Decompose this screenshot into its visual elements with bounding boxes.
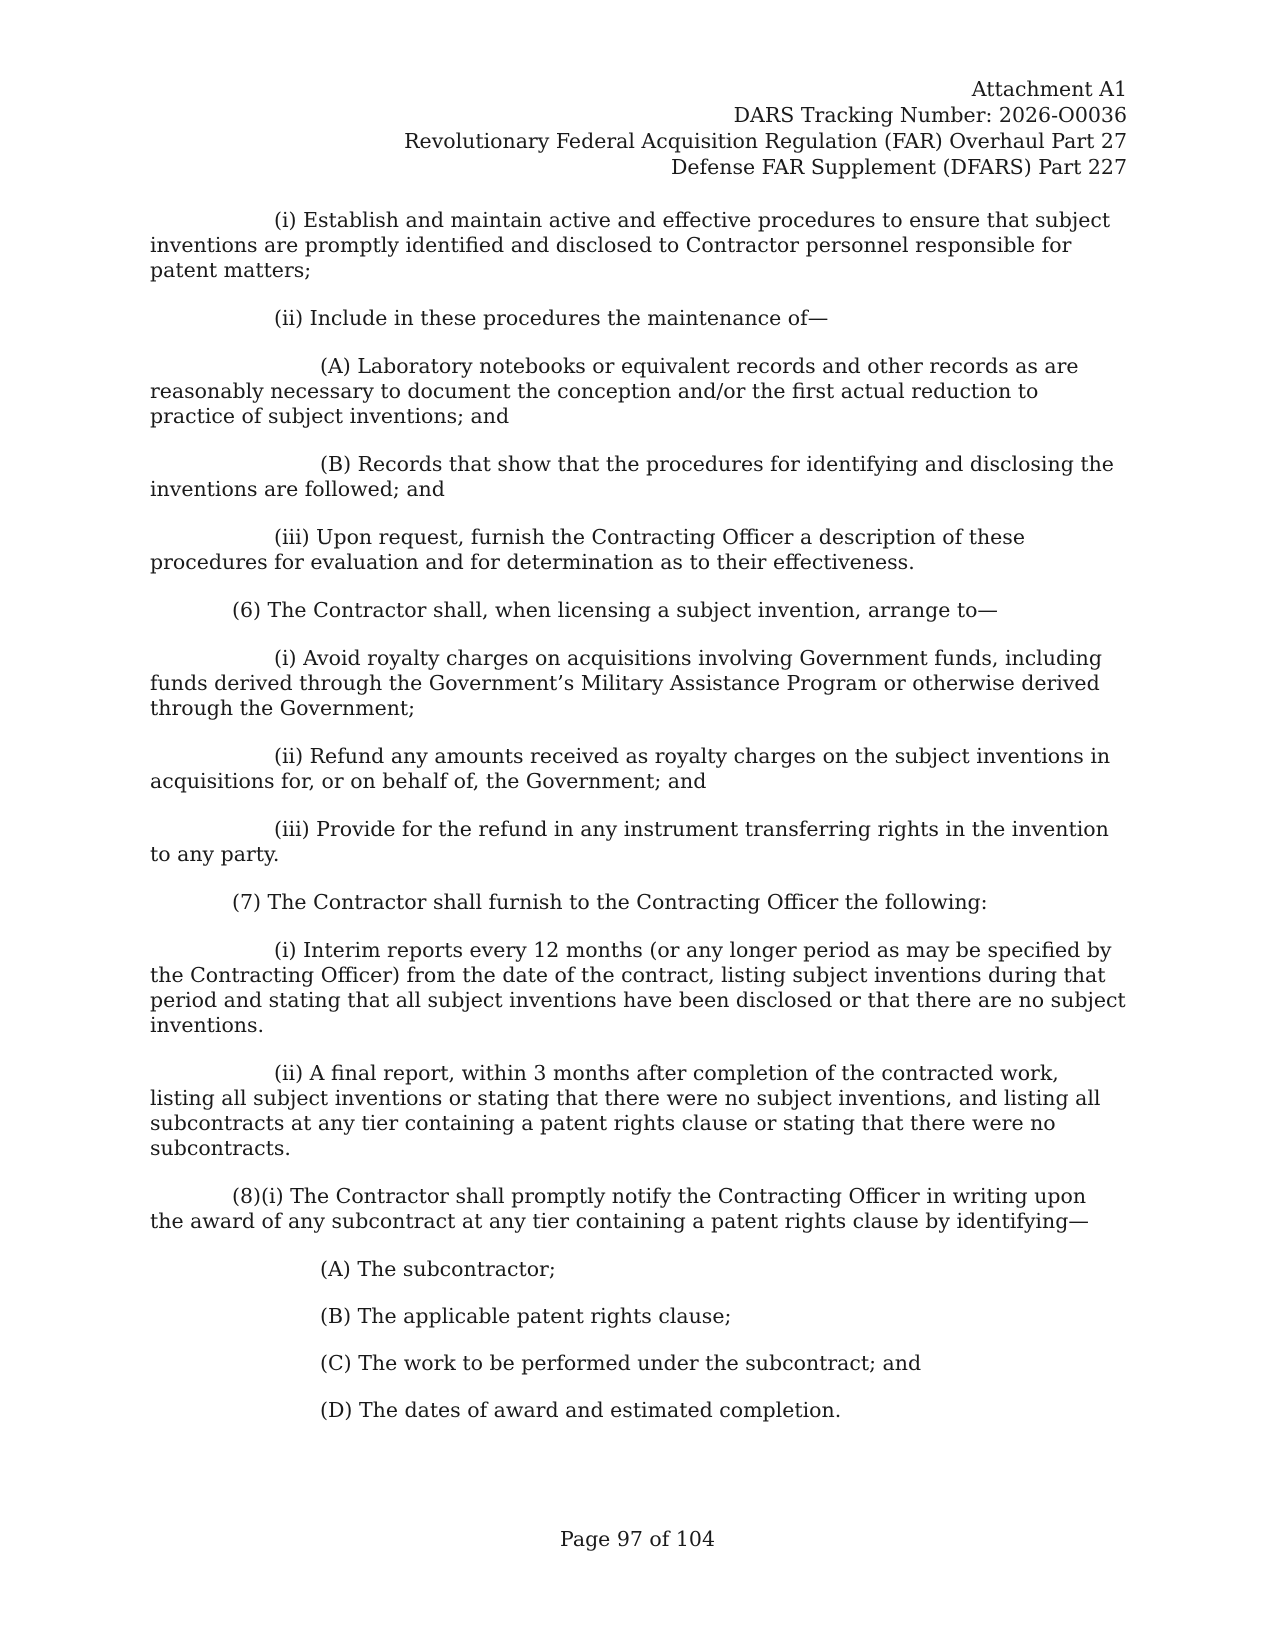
paragraph-6-i: (i) Avoid royalty charges on acquisitions involving Government funds, including funds derived through the Government’s Military Assistance Program or otherwise derived through the Government; <box>150 646 1102 720</box>
header-far-part: Revolutionary Federal Acquisition Regulation (FAR) Overhaul Part 27 <box>404 129 1127 153</box>
paragraph-8-i-c: (C) The work to be performed under the subcontract; and <box>320 1351 922 1375</box>
document-body <box>150 208 1126 1445</box>
paragraph-5-ii-b: (B) Records that show that the procedures for identifying and disclosing the inventions are followed; and <box>150 452 1114 501</box>
header-attachment: Attachment A1 <box>971 77 1127 101</box>
paragraph-7: (7) The Contractor shall furnish to the Contracting Officer the following: <box>232 890 988 914</box>
header-dfars-part: Defense FAR Supplement (DFARS) Part 227 <box>670 155 1127 179</box>
page-number: Page 97 of 104 <box>559 1527 716 1551</box>
paragraph-7-i: (i) Interim reports every 12 months (or any longer period as may be specified by the Contracting Officer) from the date of the contract, listing subject inventions during that period and stating that all subject inventions have been disclosed or that there are no subject inventions. <box>150 938 1126 1037</box>
paragraph-6: (6) The Contractor shall, when licensing a subject invention, arrange to— <box>232 598 998 622</box>
paragraph-5-iii: (iii) Upon request, furnish the Contracting Officer a description of these procedures for evaluation and for determination as to their effectiveness. <box>150 525 1025 574</box>
header-tracking-number: DARS Tracking Number: 2026-O0036 <box>733 103 1127 127</box>
paragraph-5-ii-a: (A) Laboratory notebooks or equivalent records and other records as are reasonably necessary to document the conception and/or the first actual reduction to practice of subject inventions; and <box>150 354 1079 428</box>
paragraph-8-i-b: (B) The applicable patent rights clause; <box>320 1304 732 1328</box>
page-header <box>404 76 1127 180</box>
paragraph-5-i: (i) Establish and maintain active and effective procedures to ensure that subject inventions are promptly identified and disclosed to Contractor personnel responsible for patent matters; <box>150 208 1111 282</box>
paragraph-8-i: (8)(i) The Contractor shall promptly notify the Contracting Officer in writing upon the award of any subcontract at any tier containing a patent rights clause by identifying— <box>150 1184 1089 1233</box>
paragraph-5-ii: (ii) Include in these procedures the maintenance of— <box>274 306 829 330</box>
paragraph-7-ii: (ii) A final report, within 3 months after completion of the contracted work, listing all subject inventions or stating that there were no subject inventions, and listing all subcontracts at any tier containing a patent rights clause or stating that there were no subcontracts. <box>150 1061 1101 1160</box>
paragraph-6-ii: (ii) Refund any amounts received as royalty charges on the subject inventions in acquisitions for, or on behalf of, the Government; and <box>150 744 1111 793</box>
paragraph-8-i-a: (A) The subcontractor; <box>320 1257 556 1281</box>
paragraph-8-i-d: (D) The dates of award and estimated completion. <box>320 1398 842 1422</box>
paragraph-6-iii: (iii) Provide for the refund in any instrument transferring rights in the invention to any party. <box>150 817 1109 866</box>
